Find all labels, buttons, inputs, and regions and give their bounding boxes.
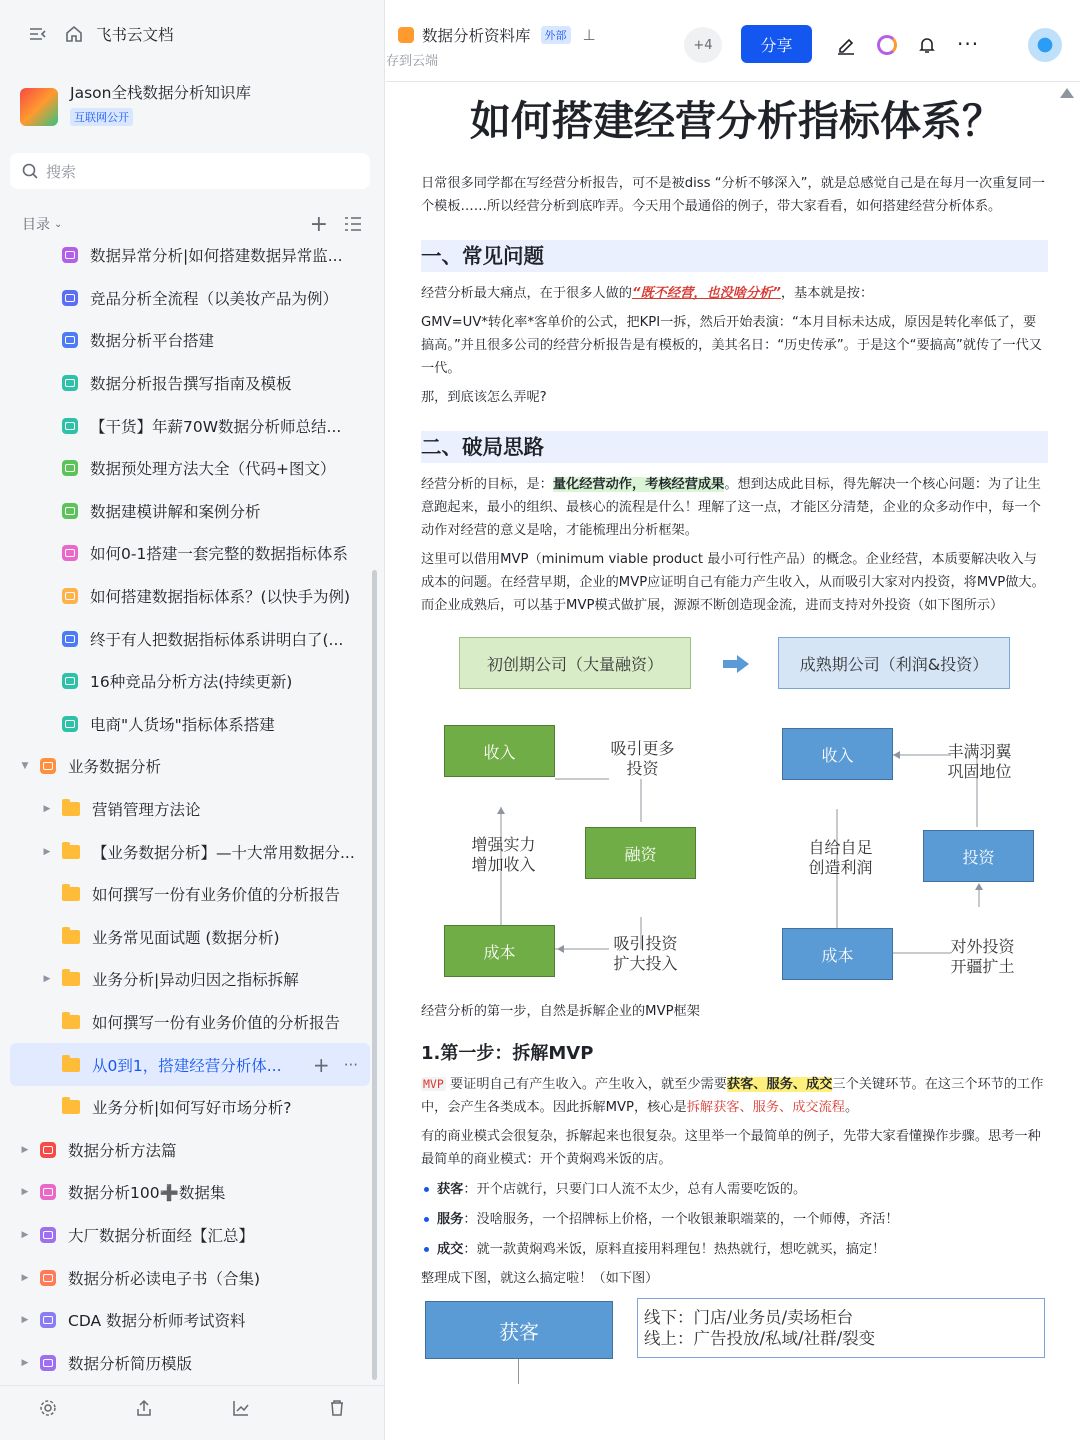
- tree-item[interactable]: [0, 447, 372, 490]
- doc-breadcrumb-title[interactable]: 数据分析资料库: [422, 27, 531, 45]
- tree-item[interactable]: [0, 1256, 372, 1299]
- offline-channels: 线下：门店/业务员/卖场柜台: [644, 1308, 854, 1327]
- document-body: [421, 92, 1048, 1388]
- bullet-list: [421, 1178, 1048, 1261]
- tree-item[interactable]: [0, 490, 372, 533]
- expand-arrow-right-icon[interactable]: ▶: [21, 1229, 29, 1240]
- main-content: [386, 0, 1080, 1440]
- document-icon: [62, 503, 78, 519]
- section-heading-2: 二、破局思路: [421, 431, 1048, 463]
- list-item: 服务：没啥服务，一个招牌标上价格，一个收银兼职端菜的，一个师傅，齐活！: [421, 1208, 1048, 1231]
- tree-item[interactable]: [0, 319, 372, 362]
- paragraph-7: MVP 要证明自己有产生收入。产生收入，就至少需要获客、服务、成交三个关键环节。在这三个环节的工作中，会产生各类成本。因此拆解MVP，核心是拆解获客、服务、成交流程。: [421, 1077, 1044, 1115]
- tree-item-label: 业务分析|异动归因之指标拆解: [92, 971, 299, 990]
- tree-item-label: 大厂数据分析面经【汇总】: [68, 1226, 255, 1245]
- search-placeholder: 搜索: [46, 162, 77, 181]
- workspace-tag: 互联网公开: [70, 108, 133, 126]
- document-icon: [62, 673, 78, 689]
- tree-item-label: 数据分析方法篇: [68, 1141, 177, 1160]
- tree-item[interactable]: [0, 958, 372, 1001]
- document-icon: [40, 1227, 56, 1243]
- folder-icon: [62, 1058, 80, 1072]
- online-channels: 线上：广告投放/私域/社群/裂变: [644, 1329, 876, 1348]
- tree-item[interactable]: [0, 703, 372, 746]
- folder-icon: [62, 802, 80, 816]
- expand-arrow-right-icon[interactable]: ▶: [21, 1144, 29, 1155]
- acquisition-line: [518, 1359, 519, 1384]
- add-icon[interactable]: +: [309, 211, 328, 237]
- tree-item-label: 数据建模讲解和案例分析: [90, 502, 261, 521]
- tree-item[interactable]: [0, 1086, 372, 1129]
- folder-icon: [62, 1015, 80, 1029]
- tree-item-selected[interactable]: [10, 1043, 370, 1086]
- tree-item[interactable]: [0, 916, 372, 959]
- document-icon: [62, 290, 78, 306]
- tree-item[interactable]: [0, 1001, 372, 1044]
- list-item: 获客：开个店就行，只要门口人流不太少，总有人需要吃饭的。: [421, 1178, 1048, 1201]
- startup-cost-box: 成本: [444, 925, 555, 977]
- expand-arrow-right-icon[interactable]: ▶: [43, 974, 51, 985]
- workspace-header[interactable]: [20, 80, 251, 126]
- folder-icon: [62, 845, 80, 859]
- tree-item-label: 从0到1，搭建经营分析体...: [92, 1056, 282, 1075]
- tree-item-label: 如何撰写一份有业务价值的分析报告: [92, 1013, 341, 1032]
- tree-item-label: 业务常见面试题 (数据分析): [92, 928, 280, 947]
- pin-icon[interactable]: ⊥: [582, 26, 596, 44]
- search-icon: [22, 163, 38, 179]
- tree-item[interactable]: [0, 660, 372, 703]
- user-avatar[interactable]: [1028, 28, 1062, 62]
- tree-item-label: 营销管理方法论: [92, 801, 201, 820]
- page-title: 如何搭建经营分析指标体系？: [470, 97, 1003, 145]
- tree-item[interactable]: [0, 362, 372, 405]
- folder-icon: [62, 887, 80, 901]
- document-icon: [40, 758, 56, 774]
- document-header: [386, 0, 1080, 82]
- intro-paragraph: 日常很多同学都在写经营分析报告，可不是被diss “分析不够深入”，就是总感觉自己是在每月一次重复同一个模板……所以经营分析到底咋弄。今天用个最通俗的例子，带大家看看，如何搭建经营分析体系。: [421, 176, 1045, 214]
- ai-assistant-icon[interactable]: [877, 35, 897, 55]
- tree-item-label: 数据分析平台搭建: [90, 332, 215, 351]
- tree-item[interactable]: [0, 1128, 372, 1171]
- sidebar: [0, 0, 385, 1440]
- paragraph-8: 有的商业模式会很复杂，拆解起来也很复杂。这里举一个最简单的例子，先带大家看懂操作步骤。思考一种最简单的商业模式：开个黄焖鸡米饭的店。: [421, 1129, 1041, 1167]
- expand-arrow-right-icon[interactable]: ▶: [21, 1357, 29, 1368]
- settings-icon[interactable]: [39, 1399, 57, 1417]
- document-icon: [40, 1184, 56, 1200]
- tree-item-label: 数据分析报告撰写指南及模板: [90, 375, 292, 394]
- document-icon: [62, 247, 78, 263]
- expand-arrow-right-icon[interactable]: ▶: [21, 1187, 29, 1198]
- chevron-down-icon[interactable]: ⌄: [54, 218, 63, 230]
- tree-item[interactable]: [0, 277, 372, 320]
- document-icon: [62, 418, 78, 434]
- scroll-up-arrow-icon[interactable]: [1060, 88, 1074, 98]
- mature-label-2: 自给自足 创造利润: [808, 838, 873, 877]
- mature-invest-box: 投资: [923, 830, 1034, 882]
- doc-type-icon: [398, 27, 414, 43]
- tree-item[interactable]: [0, 617, 372, 660]
- document-icon: [62, 332, 78, 348]
- tree-item-label: 数据分析100➕数据集: [68, 1184, 226, 1203]
- mvp-diagram: [421, 627, 1048, 1012]
- app-name[interactable]: 飞书云文档: [96, 26, 174, 44]
- tree-item-label: 终于有人把数据指标体系讲明白了(...: [90, 630, 344, 649]
- startup-label-1: 吸引更多 投资: [610, 739, 675, 778]
- document-icon: [40, 1312, 56, 1328]
- tree-item[interactable]: [0, 532, 372, 575]
- expand-arrow-right-icon[interactable]: ▶: [43, 804, 51, 815]
- sidebar-scrollbar[interactable]: [372, 570, 377, 1380]
- tree-item-label: CDA 数据分析师考试资料: [68, 1312, 246, 1331]
- paragraph-1: 经营分析最大痛点，在于很多人做的“既不经营，也没啥分析”，基本就是按：: [421, 286, 874, 301]
- save-status: 存到云端: [386, 54, 439, 69]
- tree-item[interactable]: [0, 1299, 372, 1342]
- tree-item-label: 【干货】年薪70W数据分析师总结...: [90, 417, 342, 436]
- tree-item-label: 业务数据分析: [68, 758, 162, 777]
- tree-item-label: 业务分析|如何写好市场分析?: [92, 1099, 292, 1118]
- external-tag: 外部: [541, 26, 571, 44]
- document-icon: [62, 545, 78, 561]
- more-options-icon[interactable]: ···: [957, 32, 980, 56]
- workspace-icon: [20, 88, 58, 126]
- document-icon: [40, 1270, 56, 1286]
- collapse-sidebar-icon[interactable]: [28, 24, 48, 44]
- sidebar-footer: [0, 1385, 385, 1429]
- startup-label-3: 吸引投资 扩大投入: [613, 934, 678, 973]
- tree-item[interactable]: [0, 745, 372, 788]
- tree-item-label: 【业务数据分析】—十大常用数据分...: [92, 843, 355, 862]
- document-icon: [62, 375, 78, 391]
- tree-item-label: 数据分析简历模版: [68, 1354, 193, 1373]
- mature-label-1: 丰满羽翼 巩固地位: [947, 742, 1012, 781]
- folder-icon: [62, 930, 80, 944]
- mature-cost-box: 成本: [782, 928, 893, 980]
- document-icon: [62, 716, 78, 732]
- tree-item-label: 竞品分析全流程（以美妆产品为例）: [90, 289, 339, 308]
- notification-bell-icon[interactable]: [917, 35, 937, 55]
- startup-title-box: 初创期公司（大量融资）: [459, 637, 691, 689]
- expand-arrow-right-icon[interactable]: ▶: [43, 846, 51, 857]
- tree-item[interactable]: [0, 788, 372, 831]
- trash-icon[interactable]: [328, 1399, 346, 1417]
- tree-item-label: 16种竞品分析方法(持续更新): [90, 673, 293, 692]
- paragraph-4: 经营分析的目标，是：量化经营动作，考核经营成果。想到达成此目标，得先解决一个核心问题：为了让生意跑起来，最小的组织、最核心的流程是什么！理解了这一点，才能区分清楚，企业的众多动作中，每一个动作对经营的意义是啥，才能梳理出分析框架。: [421, 477, 1041, 538]
- expand-arrow-right-icon[interactable]: ▶: [21, 1272, 29, 1283]
- tree-item[interactable]: [0, 1214, 372, 1257]
- mature-income-box: 收入: [782, 728, 893, 780]
- tree-item-label: 数据异常分析|如何搭建数据异常监...: [90, 247, 343, 266]
- document-icon: [62, 631, 78, 647]
- home-icon[interactable]: [64, 24, 84, 44]
- paragraph-6: 经营分析的第一步，自然是拆解企业的MVP框架: [421, 1004, 700, 1019]
- workspace-name: Jason全栈数据分析知识库: [70, 84, 251, 102]
- document-icon: [40, 1142, 56, 1158]
- folder-icon: [62, 1100, 80, 1114]
- tree-item[interactable]: [0, 830, 372, 873]
- paragraph-3: 那，到底该怎么弄呢?: [421, 390, 547, 405]
- subheading-step-1: 1.第一步：拆解MVP: [421, 1043, 594, 1064]
- document-icon: [40, 1355, 56, 1371]
- document-icon: [62, 460, 78, 476]
- tree-item[interactable]: [0, 1171, 372, 1214]
- section-heading-1: 一、常见问题: [421, 240, 1048, 272]
- collaborators-count[interactable]: +4: [684, 27, 722, 63]
- startup-income-box: 收入: [444, 725, 555, 777]
- list-item: 成交：就一款黄焖鸡米饭，原料直接用料理包！热热就行，想吃就买，搞定！: [421, 1238, 1048, 1261]
- list-icon[interactable]: [344, 216, 362, 232]
- toc-tree: [0, 234, 372, 1384]
- tree-item-label: 如何搭建数据指标体系？(以快手为例): [90, 588, 351, 607]
- tree-item-label: 数据预处理方法大全（代码+图文）: [90, 460, 336, 479]
- acquisition-channels-box: [637, 1298, 1045, 1358]
- tree-item[interactable]: [0, 234, 372, 277]
- mature-label-3: 对外投资 开疆扩土: [950, 937, 1015, 976]
- expand-arrow-right-icon[interactable]: ▶: [21, 1315, 29, 1326]
- acquisition-box: 获客: [425, 1301, 613, 1359]
- chart-icon[interactable]: [232, 1399, 250, 1417]
- share-out-icon[interactable]: [135, 1399, 153, 1417]
- toc-label[interactable]: 目录: [22, 217, 50, 233]
- tree-item-label: 数据分析必读电子书（合集): [68, 1269, 261, 1288]
- folder-icon: [62, 972, 80, 986]
- more-icon[interactable]: ···: [343, 1055, 358, 1074]
- tree-item[interactable]: [0, 404, 372, 447]
- paragraph-2: GMV=UV*转化率*客单价的公式，把KPI一拆，然后开始表演：“本月目标未达成，原因是转化率低了，要搞高。”并且很多公司的经营分析报告是有模板的，美其名日：“历史传承”。于是这个“要搞高”就传了一代又一代。: [421, 315, 1042, 376]
- document-icon: [62, 588, 78, 604]
- edit-icon[interactable]: [836, 35, 856, 55]
- paragraph-5: 这里可以借用MVP（minimum viable product 最小可行性产品）的概念。企业经营，本质要解决收入与成本的问题。在经营早期，企业的MVP应证明自己有能力产生收入，从而吸引大家对内投资，将MVP做大。而企业成熟后，可以基于MVP模式做扩展，源源不断创造现金流，进而支持对外投资（如下图所示）: [421, 552, 1045, 613]
- share-button[interactable]: 分享: [741, 25, 812, 63]
- tree-item[interactable]: [0, 873, 372, 916]
- paragraph-9: 整理成下图，就这么搞定啦！（如下图）: [421, 1271, 659, 1286]
- startup-label-2: 增强实力 增加收入: [471, 835, 536, 874]
- search-input[interactable]: [10, 153, 370, 189]
- sidebar-topbar: [0, 14, 385, 54]
- mature-title-box: 成熟期公司（利润&投资）: [778, 637, 1010, 689]
- tree-item[interactable]: [0, 1341, 372, 1384]
- tree-item-label: 如何0-1搭建一套完整的数据指标体系: [90, 545, 348, 564]
- tree-item-label: 如何撰写一份有业务价值的分析报告: [92, 886, 341, 905]
- startup-finance-box: 融资: [585, 827, 696, 879]
- tree-item-label: 电商"人货场"指标体系搭建: [90, 715, 275, 734]
- add-child-icon[interactable]: +: [312, 1052, 330, 1077]
- expand-arrow-down-icon[interactable]: ▼: [21, 761, 29, 772]
- acquisition-diagram: [421, 1298, 1048, 1388]
- tree-item[interactable]: [0, 575, 372, 618]
